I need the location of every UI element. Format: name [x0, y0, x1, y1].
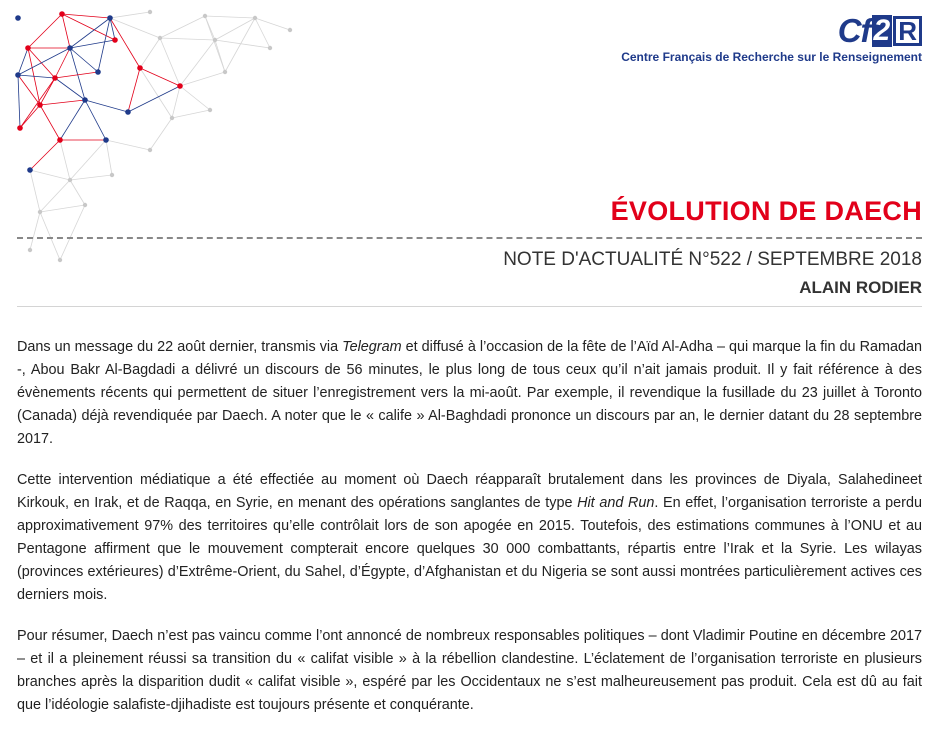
- network-node: [59, 11, 65, 17]
- network-edge: [40, 78, 55, 105]
- network-edge: [110, 18, 140, 68]
- network-edge: [172, 86, 180, 118]
- network-node: [208, 108, 212, 112]
- network-node: [25, 45, 31, 51]
- network-edge: [150, 118, 172, 150]
- network-edge: [110, 18, 115, 40]
- network-edge: [70, 140, 106, 180]
- network-edge: [106, 140, 150, 150]
- network-edge: [140, 38, 160, 68]
- network-edge: [62, 14, 70, 48]
- network-node: [253, 16, 257, 20]
- paragraph: [17, 469, 922, 607]
- network-edge: [205, 16, 255, 18]
- network-edge: [40, 105, 60, 140]
- network-node: [288, 28, 292, 32]
- article-body: [17, 336, 922, 735]
- network-edge: [70, 175, 112, 180]
- network-node: [95, 69, 101, 75]
- network-edge: [60, 100, 85, 140]
- network-edge: [40, 205, 85, 212]
- network-node: [15, 15, 21, 21]
- network-node: [137, 65, 143, 71]
- org-name: Centre Français de Recherche sur le Renseignement: [621, 50, 922, 64]
- network-node: [38, 210, 42, 214]
- network-edge: [160, 38, 180, 86]
- network-node: [58, 258, 62, 262]
- network-edge: [30, 212, 40, 250]
- network-edge: [40, 100, 85, 105]
- network-edge: [18, 75, 55, 78]
- cf2r-logo: [838, 14, 922, 47]
- network-edge: [20, 105, 40, 128]
- network-node: [68, 178, 72, 182]
- network-edge: [55, 78, 85, 100]
- network-node: [148, 10, 152, 14]
- note-number: NOTE D'ACTUALITÉ N°522 / SEPTEMBRE 2018: [503, 249, 922, 270]
- author-name: ALAIN RODIER: [799, 278, 922, 297]
- network-node: [27, 167, 33, 173]
- network-node: [28, 248, 32, 252]
- network-edge: [40, 180, 70, 212]
- network-node: [170, 116, 174, 120]
- paragraph-text: Cette intervention médiatique a été effectiée au moment où Daech réapparaît brutalement dans les provinces de Diyala, Salahedineet Kirkouk, en Irak, et de Raqqa, en Syrie, en menant des opérations sanglantes de type: [17, 472, 922, 511]
- network-node: [213, 38, 217, 42]
- italic-text: Hit and Run: [577, 495, 655, 511]
- paragraph: [17, 336, 922, 451]
- network-edge: [18, 48, 70, 75]
- network-edge: [215, 40, 225, 72]
- logo-2: 2: [873, 13, 891, 47]
- network-node: [15, 72, 21, 78]
- italic-text: Telegram: [342, 339, 402, 355]
- logo-cf: Cf: [837, 12, 871, 49]
- network-edge: [110, 18, 160, 38]
- network-edge: [180, 72, 225, 86]
- paragraph-text: . En effet, l’organisation terroriste a perdu approximativement 97% des territoires qu’elle contrôlait lors de son apogée en 2015. Toutefois, des estimations communes à l’ONU et au Pentagone affirment que le mouvement compterait encore quelques 30 000 combattants, répartis entre l’Irak et la Syrie. Les wilayas (provinces extérieures) d’Extrême-Orient, du Sahel, d’Égypte, d’Afghanistan et du Nigeria se sont aussi montrées particulièrement actives ces derniers mois.: [17, 495, 922, 603]
- network-node: [67, 45, 73, 51]
- network-edge: [18, 75, 20, 128]
- network-edge: [128, 68, 140, 112]
- network-edge: [30, 170, 70, 180]
- network-edge: [180, 86, 210, 110]
- thin-divider: [17, 306, 922, 307]
- network-edge: [70, 48, 98, 72]
- network-edge: [55, 72, 98, 78]
- paragraph-text: Dans un message du 22 août dernier, transmis via: [17, 339, 343, 355]
- network-node: [110, 173, 114, 177]
- network-edge: [160, 16, 205, 38]
- network-edge: [30, 140, 60, 170]
- network-edge: [55, 48, 70, 78]
- paragraph: [17, 625, 922, 717]
- network-node: [203, 14, 207, 18]
- network-node: [82, 97, 88, 103]
- network-edge: [106, 140, 112, 175]
- network-node: [103, 137, 109, 143]
- network-edge: [172, 110, 210, 118]
- dashed-divider: [17, 237, 922, 239]
- network-node: [107, 15, 113, 21]
- network-node: [112, 37, 118, 43]
- network-node: [268, 46, 272, 50]
- network-edge: [40, 212, 60, 260]
- network-edge: [85, 100, 128, 112]
- network-node: [83, 203, 87, 207]
- network-edge: [110, 12, 150, 18]
- network-edge: [160, 38, 215, 40]
- network-edge: [28, 14, 62, 48]
- network-edge: [30, 170, 40, 212]
- network-node: [57, 137, 63, 143]
- network-node: [158, 36, 162, 40]
- document-title: ÉVOLUTION DE DAECH: [610, 196, 922, 226]
- paragraph-text: Pour résumer, Daech n’est pas vaincu comme l’ont annoncé de nombreux responsables politiques – dont Vladimir Poutine en décembre 2017 – et il a pleinement réussi sa transition du « califat visible » à la rébellion clandestine. L’éclatement de l’organisation terroriste en plusieurs branches après la disparition dudit « califat visible », espéré par les Occidentaux ne s’est malheureusement pas produit. Cela est dû au fait que l’idéologie salafiste-djihadiste est toujours présente et conquérante.: [17, 628, 922, 713]
- network-node: [37, 102, 43, 108]
- network-node: [52, 75, 58, 81]
- network-edge: [180, 40, 215, 86]
- network-edge: [60, 140, 70, 180]
- network-edge: [60, 205, 85, 260]
- paragraph-text: et diffusé à l’occasion de la fête de l’Aïd Al-Adha – qui marque la fin du Ramadan -, Abou Bakr Al-Bagdadi a délivré un discours de 56 minutes, le plus long de tous ceux qu’il n’ait jamais produit. Il y fait référence à des évènements récents qui permettent de situer l’enregistrement vers la mi-août. Par exemple, il revendique la fusillade du 23 juillet à Toronto (Canada) déjà revendiquée par Daech. A noter que le « calife » Al-Baghdadi prononce un discours par an, le dernier datant du 28 septembre 2017.: [17, 339, 922, 447]
- network-node: [17, 125, 23, 131]
- logo-r: R: [893, 16, 922, 46]
- network-edge: [70, 180, 85, 205]
- network-edge: [70, 40, 115, 48]
- network-node: [223, 70, 227, 74]
- network-node: [177, 83, 183, 89]
- network-node: [148, 148, 152, 152]
- network-node: [125, 109, 131, 115]
- network-edge: [85, 100, 106, 140]
